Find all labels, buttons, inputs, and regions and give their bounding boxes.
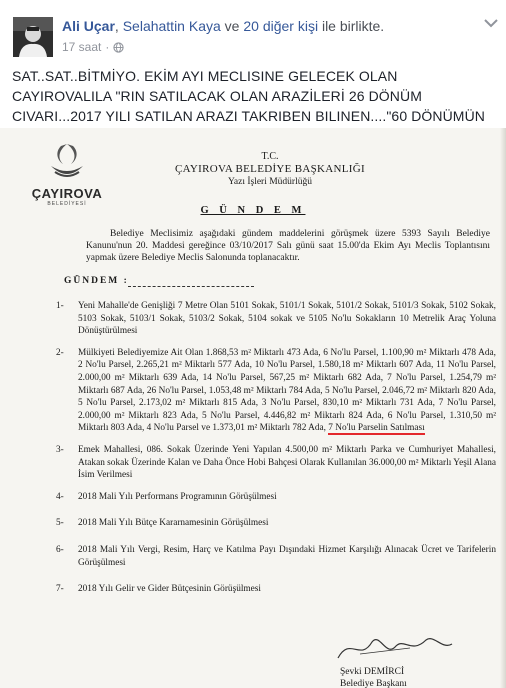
- document-image[interactable]: [0, 128, 506, 688]
- logo-emblem-icon: [45, 140, 89, 184]
- tag-separator: ,: [114, 18, 119, 34]
- highlighted-text: 7 No'lu Parselin Satılması: [328, 423, 425, 434]
- agenda-item-number: 2-: [56, 347, 64, 358]
- agenda-item-4: [56, 491, 496, 504]
- logo-name: ÇAYIROVA: [31, 186, 103, 201]
- agenda-item-3: [56, 444, 496, 482]
- tag-suffix: ile birlikte.: [321, 18, 385, 34]
- tag-conjunction: ve: [224, 18, 240, 34]
- agenda-item-text: Yeni Mahalle'de Genişliği 7 Metre Olan 5101 Sokak, 5101/1 Sokak, 5101/2 Sokak, 5101/3 Sokak, 5102 Sokak, 5103 Sokak, 5103/1 Sokak, 5103/2 Sokak, 5104 sokak ve 5105 No'lu Sokakların 10 Metrelik Araç Yoluna Dönüştürülmesi: [78, 301, 496, 337]
- letterhead-department: Yazı İşleri Müdürlüğü: [227, 177, 312, 187]
- letterhead-institution: ÇAYIROVA BELEDİYE BAŞKANLIĞI: [175, 163, 365, 175]
- signature-block: [340, 666, 460, 688]
- signature-scribble: [330, 628, 460, 668]
- agenda-item-text: 2018 Mali Yılı Performans Programının Görüşülmesi: [78, 491, 277, 502]
- agenda-item-number: 7-: [56, 584, 64, 595]
- agenda-item-text: 2018 Mali Yılı Bütçe Kararnamesinin Görüşülmesi: [78, 518, 269, 529]
- agenda-item-text: 2018 Yılı Gelir ve Gider Bütçesinin Görüşülmesi: [78, 584, 261, 595]
- agenda-label: [64, 276, 129, 286]
- letterhead-tc: T.C.: [261, 151, 279, 162]
- meta-dot: ·: [105, 40, 110, 54]
- agenda-item-text: 2018 Mali Yılı Vergi, Resim, Harç ve Katılma Payı Dışındaki Hizmet Karşılığı Alınacak Ücret ve Tarifelerin Görüşülmesi: [78, 544, 496, 568]
- author-name[interactable]: Ali Uçar: [62, 18, 115, 34]
- agenda-colon: :: [123, 276, 129, 286]
- others-link[interactable]: 20 diğer kişi: [243, 18, 319, 34]
- document-title-text: G Ü N D E M: [200, 205, 306, 216]
- post-text: SAT..SAT..BİTMİYO. EKİM AYI MECLISINE GELECEK OLAN CAYIROVALILA "RIN SATILACAK OLAN ARAZİLERİ 26 DÖNÜM CIVARI...2017 YILI SATILAN ARAZI TAKRIBEN BILINEN...."60 DÖNÜMÜN: [12, 68, 485, 124]
- agenda-item-7: [56, 583, 496, 596]
- agenda-item-number: 3-: [56, 444, 64, 455]
- agenda-item-text: Mülkiyeti Belediyemize Ait Olan 1.868,53 m² Miktarlı 473 Ada, 6 No'lu Parsel, 1.100,90 m² Miktarlı 478 Ada, 2 No'lu Parsel, 2.265,21 m² Miktarlı 577 Ada, 10 No'lu Parsel, 1.580,18 m² Miktarlı 607 Ada, 11 No'lu Parsel, 2.000,00 m² Miktarlı 639 Ada, 14 No'lu Parsel, 567,25 m² Miktarlı 682 Ada, 7 No'lu Parsel, 1.254,79 m² Miktarlı 687 Ada, 26 No'lu Parsel, 1.053,48 m² Miktarlı 784 Ada, 5 No'lu Parsel, 2.046,72 m² Miktarlı 820 Ada, 5 No'lu Parsel, 2.173,02 m² Miktarlı 815 Ada, 3 No'lu Parsel, 830,10 m² Miktarlı 731 Ada, 7 No'lu Parsel, 2.000,00 m² Miktarlı 823 Ada, 5 No'lu Parsel, 4.446,82 m² Miktarlı 824 Ada, 6 No'lu Parsel, 1.310,50 m² Miktarlı 803 Ada, 4 No'lu Parsel ve 1.373,01 m² Miktarlı 782 Ada,: [78, 347, 496, 434]
- agenda-item-text: Emek Mahallesi, 086. Sokak Üzerinde Yeni Yapılan 4.500,00 m² Miktarlı Parka ve Cumhuriyet Mahallesi, Atakan sokak Üzerinde Kalan ve Daha Önce Hobi Bahçesi Olarak Kullanılan 36.000,00 m² Miktarlı Yeşil Alana İsim Verilmesi: [78, 444, 496, 481]
- document-title: [0, 205, 506, 216]
- agenda-item-2: [56, 347, 496, 435]
- letterhead: [120, 150, 420, 189]
- agenda-item-1: [56, 300, 496, 338]
- chevron-down-icon[interactable]: [484, 18, 498, 28]
- post-header: [0, 0, 506, 62]
- tagged-person[interactable]: Selahattin Kaya: [122, 18, 221, 34]
- avatar-image: [13, 17, 53, 57]
- post-time[interactable]: 17 saat: [62, 40, 102, 54]
- document-intro: Belediye Meclisimiz aşağıdaki gündem maddelerini görüşmek üzere 5393 Sayılı Belediye Kanunu'nun 20. Maddesi gereğince 03/10/2017 Salı günü saat 15.00'da Ekim Ayı Meclis Toplantısını yapmak üzere Belediye Meclis Salonunda toplanacaktır.: [86, 229, 490, 263]
- agenda-item-number: 5-: [56, 518, 64, 529]
- post-meta: [62, 40, 124, 54]
- agenda-item-6: [56, 544, 496, 569]
- agenda-item-number: 6-: [56, 544, 64, 555]
- logo-sub: BELEDİYESİ: [47, 201, 87, 207]
- agenda-list: [56, 300, 496, 605]
- signatory-title: Belediye Başkanı: [340, 679, 407, 688]
- agenda-label-text: GÜNDEM: [64, 276, 120, 286]
- signatory-name: Şevki DEMİRCİ: [340, 667, 405, 677]
- avatar[interactable]: [13, 17, 53, 57]
- agenda-item-5: [56, 517, 496, 530]
- author-line: [62, 18, 384, 34]
- agenda-rule: [128, 286, 254, 287]
- cayirova-logo: [28, 140, 106, 207]
- agenda-item-number: 1-: [56, 301, 64, 311]
- agenda-item-number: 4-: [56, 491, 64, 502]
- globe-icon[interactable]: [113, 42, 124, 53]
